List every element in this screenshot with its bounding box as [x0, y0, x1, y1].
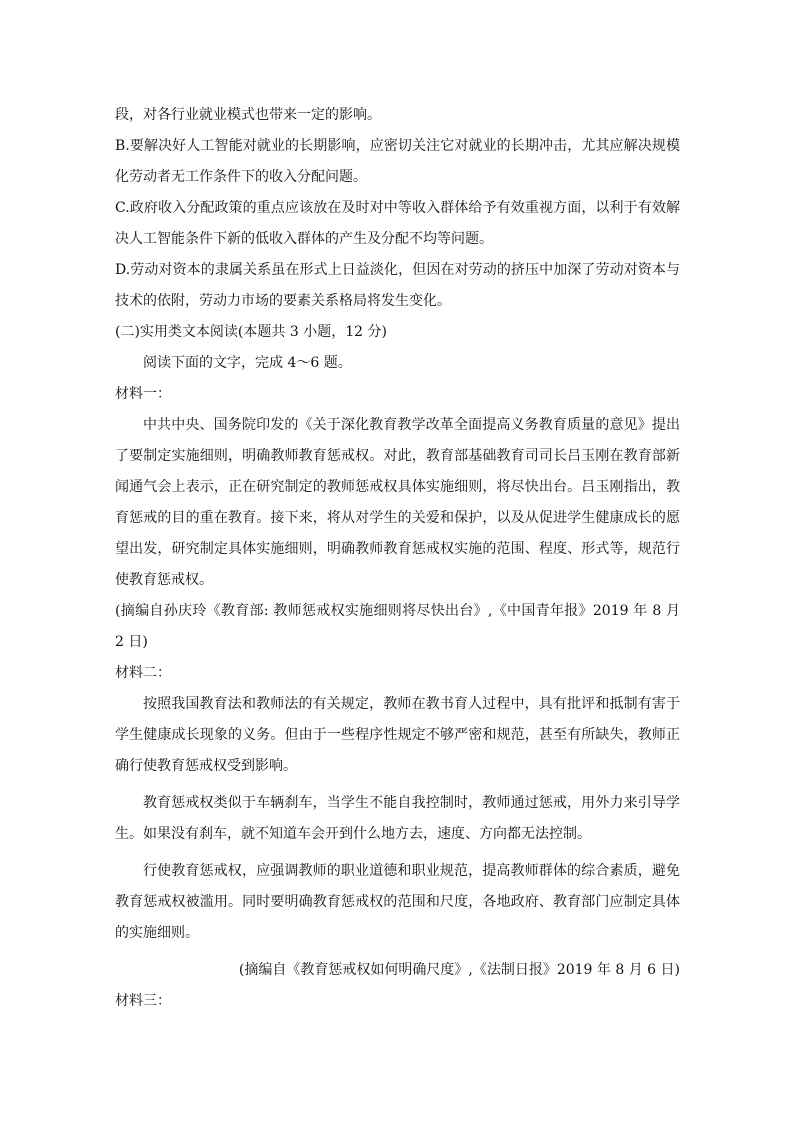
material1-source: (摘编自孙庆玲《教育部: 教师惩戒权实施细则将尽快出台》,《中国青年报》2019 年 8 月 2 日)	[115, 603, 680, 650]
material2-paragraph: 按照我国教育法和教师法的有关规定，教师在教书育人过程中，具有批评和抵制有害于学生健康成长现象的义务。但由于一些程序性规定不够严密和规范，甚至有所缺失，教师正确行使教育惩戒权受到影响。	[115, 696, 680, 774]
material2-source: (摘编自《教育惩戒权如何明确尺度》,《法制日报》2019 年 8 月 6 日)	[238, 962, 680, 978]
option-a-tail: 段，对各行业就业模式也带来一定的影响。	[115, 107, 381, 123]
option-b: B.要解决好人工智能对就业的长期影响，应密切关注它对就业的长期冲击，尤其应解决规模化劳动者无工作条件下的收入分配问题。	[115, 138, 680, 185]
material2-paragraph: 行使教育惩戒权，应强调教师的职业道德和职业规范，提高教师群体的综合素质，避免教育惩戒权被滥用。同时要明确教育惩戒权的范围和尺度，各地政府、教育部门应制定具体的实施细则。	[115, 863, 680, 941]
page-content	[115, 100, 680, 1017]
material2-paragraph: 教育惩戒权类似于车辆刹车，当学生不能自我控制时，教师通过惩戒，用外力来引导学生。如果没有刹车，就不知道车会开到什么地方去，速度、方向都无法控制。	[115, 795, 680, 842]
instruction: 阅读下面的文字，完成 4～6 题。	[143, 355, 352, 371]
material3-label: 材料三：	[115, 993, 171, 1009]
material1-body: 中共中央、国务院印发的《关于深化教育教学改革全面提高义务教育质量的意见》提出了要制定实施细则，明确教师教育惩戒权。对此，教育部基础教育司司长吕玉刚在教育部新闻通气会上表示，正在研究制定的教师惩戒权具体实施细则，将尽快出台。吕玉刚指出，教育惩戒的目的重在教育。接下来，将从对学生的关爱和保护，以及从促进学生健康成长的愿望出发，研究制定具体实施细则，明确教师教育惩戒权实施的范围、程度、形式等，规范行使教育惩戒权。	[115, 417, 680, 588]
option-d: D.劳动对资本的隶属关系虽在形式上日益淡化，但因在对劳动的挤压中加深了劳动对资本与技术的依附，劳动力市场的要素关系格局将发生变化。	[115, 262, 680, 309]
material1-label: 材料一：	[115, 386, 171, 402]
option-c: C.政府收入分配政策的重点应该放在及时对中等收入群体给予有效重视方面，以利于有效解决人工智能条件下新的低收入群体的产生及分配不均等问题。	[115, 200, 680, 247]
material2-label: 材料二：	[115, 665, 171, 681]
section-title: (二)实用类文本阅读(本题共 3 小题，12 分)	[115, 324, 387, 340]
